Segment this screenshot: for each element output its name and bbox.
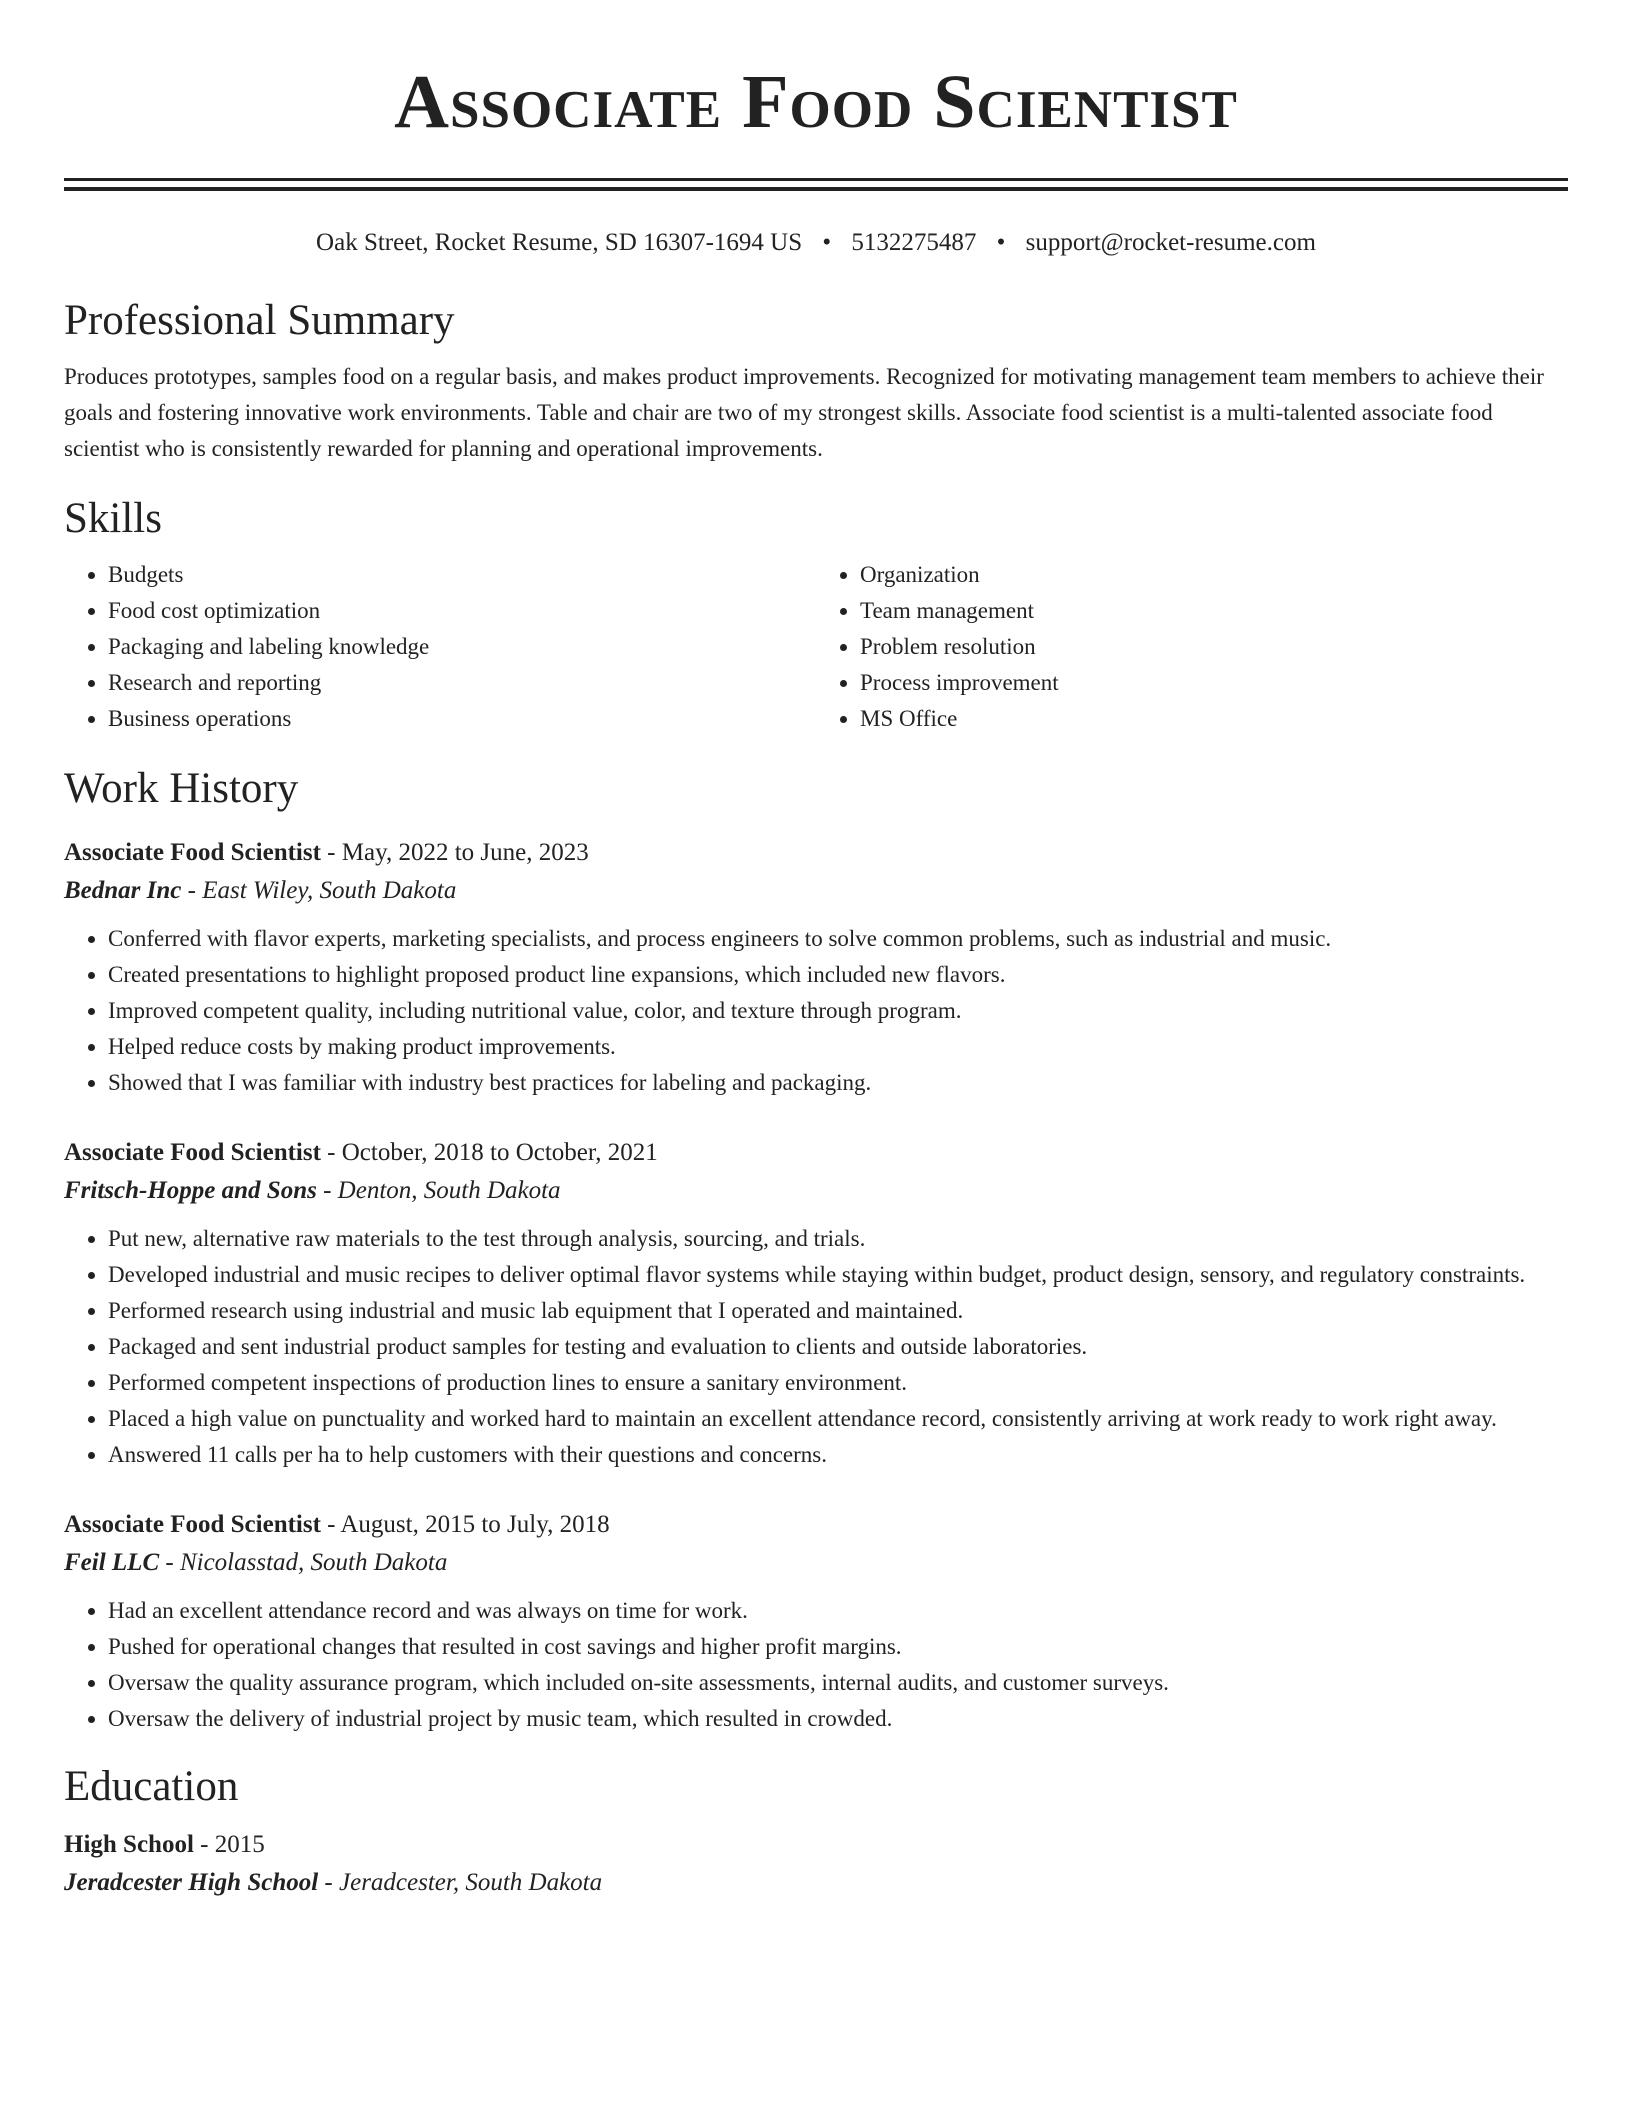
education-degree-line xyxy=(64,1827,1568,1863)
skills-column-right xyxy=(816,557,1568,737)
skill-item: • Food cost optimization xyxy=(108,593,816,629)
job-dates: - October, 2018 to October, 2021 xyxy=(320,1139,658,1166)
job-company-line xyxy=(64,1543,1568,1583)
job-entry xyxy=(64,835,1568,1101)
job-bullet: • Had an excellent attendance record and was always on time for work. xyxy=(108,1593,1568,1629)
education-entry xyxy=(64,1827,1568,1903)
job-bullets xyxy=(64,921,1568,1101)
job-company: Feil LLC xyxy=(64,1549,160,1576)
contact-address: Oak Street, Rocket Resume, SD 16307-1694 US xyxy=(316,229,803,256)
job-title: Associate Food Scientist xyxy=(64,1511,321,1538)
job-bullet: • Oversaw the quality assurance program, which included on-site assessments, internal audits, and customer surveys. xyxy=(108,1665,1568,1701)
job-bullet: • Put new, alternative raw materials to the test through analysis, sourcing, and trials. xyxy=(108,1221,1568,1257)
job-bullets xyxy=(64,1593,1568,1737)
contact-separator: • xyxy=(822,229,832,256)
job-entry xyxy=(64,1507,1568,1737)
job-location: - Denton, South Dakota xyxy=(316,1177,561,1204)
job-bullet: • Pushed for operational changes that resulted in cost savings and higher profit margins. xyxy=(108,1629,1568,1665)
job-company-line xyxy=(64,871,1568,911)
summary-text: Produces prototypes, samples food on a regular basis, and makes product improvements. Recognized for motivating management team members to achieve their goals and fostering innovative work environments. Table and chair are two of my strongest skills. Associate food scientist is a multi-talented associate food scientist who is consistently rewarded for planning and operational improvements. xyxy=(64,364,1544,461)
job-company-line xyxy=(64,1171,1568,1211)
skill-item: • Packaging and labeling knowledge xyxy=(108,629,816,665)
skills-list xyxy=(64,557,1568,737)
summary-heading: Professional Summary xyxy=(64,297,455,344)
job-title: Associate Food Scientist xyxy=(64,839,321,866)
job-bullet: • Helped reduce costs by making product improvements. xyxy=(108,1029,1568,1065)
job-bullets xyxy=(64,1221,1568,1473)
skill-item: • MS Office xyxy=(860,701,1568,737)
education-heading: Education xyxy=(64,1763,239,1810)
skill-item: • Research and reporting xyxy=(108,665,816,701)
skill-item: • Problem resolution xyxy=(860,629,1568,665)
job-bullet: • Conferred with flavor experts, marketing specialists, and process engineers to solve common problems, such as industrial and music. xyxy=(108,921,1568,957)
title-divider-top xyxy=(64,178,1568,181)
job-bullet: • Performed competent inspections of production lines to ensure a sanitary environment. xyxy=(108,1365,1568,1401)
education-school-line xyxy=(64,1863,1568,1903)
education-year: - 2015 xyxy=(193,1831,265,1858)
job-bullet: • Placed a high value on punctuality and worked hard to maintain an excellent attendance record, consistently arriving at work ready to work right away. xyxy=(108,1401,1568,1437)
contact-separator: • xyxy=(996,229,1006,256)
skill-item: • Business operations xyxy=(108,701,816,737)
job-bullet: • Oversaw the delivery of industrial project by music team, which resulted in crowded. xyxy=(108,1701,1568,1737)
education-school: Jeradcester High School xyxy=(64,1869,319,1896)
skills-column-left xyxy=(64,557,816,737)
skill-item: • Process improvement xyxy=(860,665,1568,701)
title-divider-bottom xyxy=(64,187,1568,191)
work-history-heading: Work History xyxy=(64,765,299,812)
skills-heading: Skills xyxy=(64,495,162,542)
education-location: - Jeradcester, South Dakota xyxy=(318,1869,603,1896)
resume-title: Associate Food Scientist xyxy=(394,60,1238,144)
job-location: - East Wiley, South Dakota xyxy=(181,877,457,904)
job-title-line xyxy=(64,835,1568,871)
job-bullet: • Showed that I was familiar with industry best practices for labeling and packaging. xyxy=(108,1065,1568,1101)
skill-item: • Organization xyxy=(860,557,1568,593)
education-degree: High School xyxy=(64,1831,194,1858)
job-dates: - August, 2015 to July, 2018 xyxy=(320,1511,610,1538)
skill-item: • Budgets xyxy=(108,557,816,593)
contact-phone: 5132275487 xyxy=(851,229,977,256)
job-company: Bednar Inc xyxy=(64,877,182,904)
job-bullet: • Packaged and sent industrial product samples for testing and evaluation to clients and outside laboratories. xyxy=(108,1329,1568,1365)
job-bullet: • Developed industrial and music recipes to deliver optimal flavor systems while staying within budget, product design, sensory, and regulatory constraints. xyxy=(108,1257,1568,1293)
job-bullet: • Improved competent quality, including nutritional value, color, and texture through program. xyxy=(108,993,1568,1029)
job-entry xyxy=(64,1135,1568,1473)
job-title-line xyxy=(64,1135,1568,1171)
contact-line xyxy=(64,227,1568,259)
job-company: Fritsch-Hoppe and Sons xyxy=(64,1177,317,1204)
job-bullet: • Answered 11 calls per ha to help customers with their questions and concerns. xyxy=(108,1437,1568,1473)
job-title: Associate Food Scientist xyxy=(64,1139,321,1166)
job-location: - Nicolasstad, South Dakota xyxy=(159,1549,448,1576)
job-bullet: • Created presentations to highlight proposed product line expansions, which included new flavors. xyxy=(108,957,1568,993)
skill-item: • Team management xyxy=(860,593,1568,629)
job-dates: - May, 2022 to June, 2023 xyxy=(320,839,589,866)
job-bullet: • Performed research using industrial and music lab equipment that I operated and maintained. xyxy=(108,1293,1568,1329)
job-title-line xyxy=(64,1507,1568,1543)
contact-email: support@rocket-resume.com xyxy=(1025,229,1316,256)
